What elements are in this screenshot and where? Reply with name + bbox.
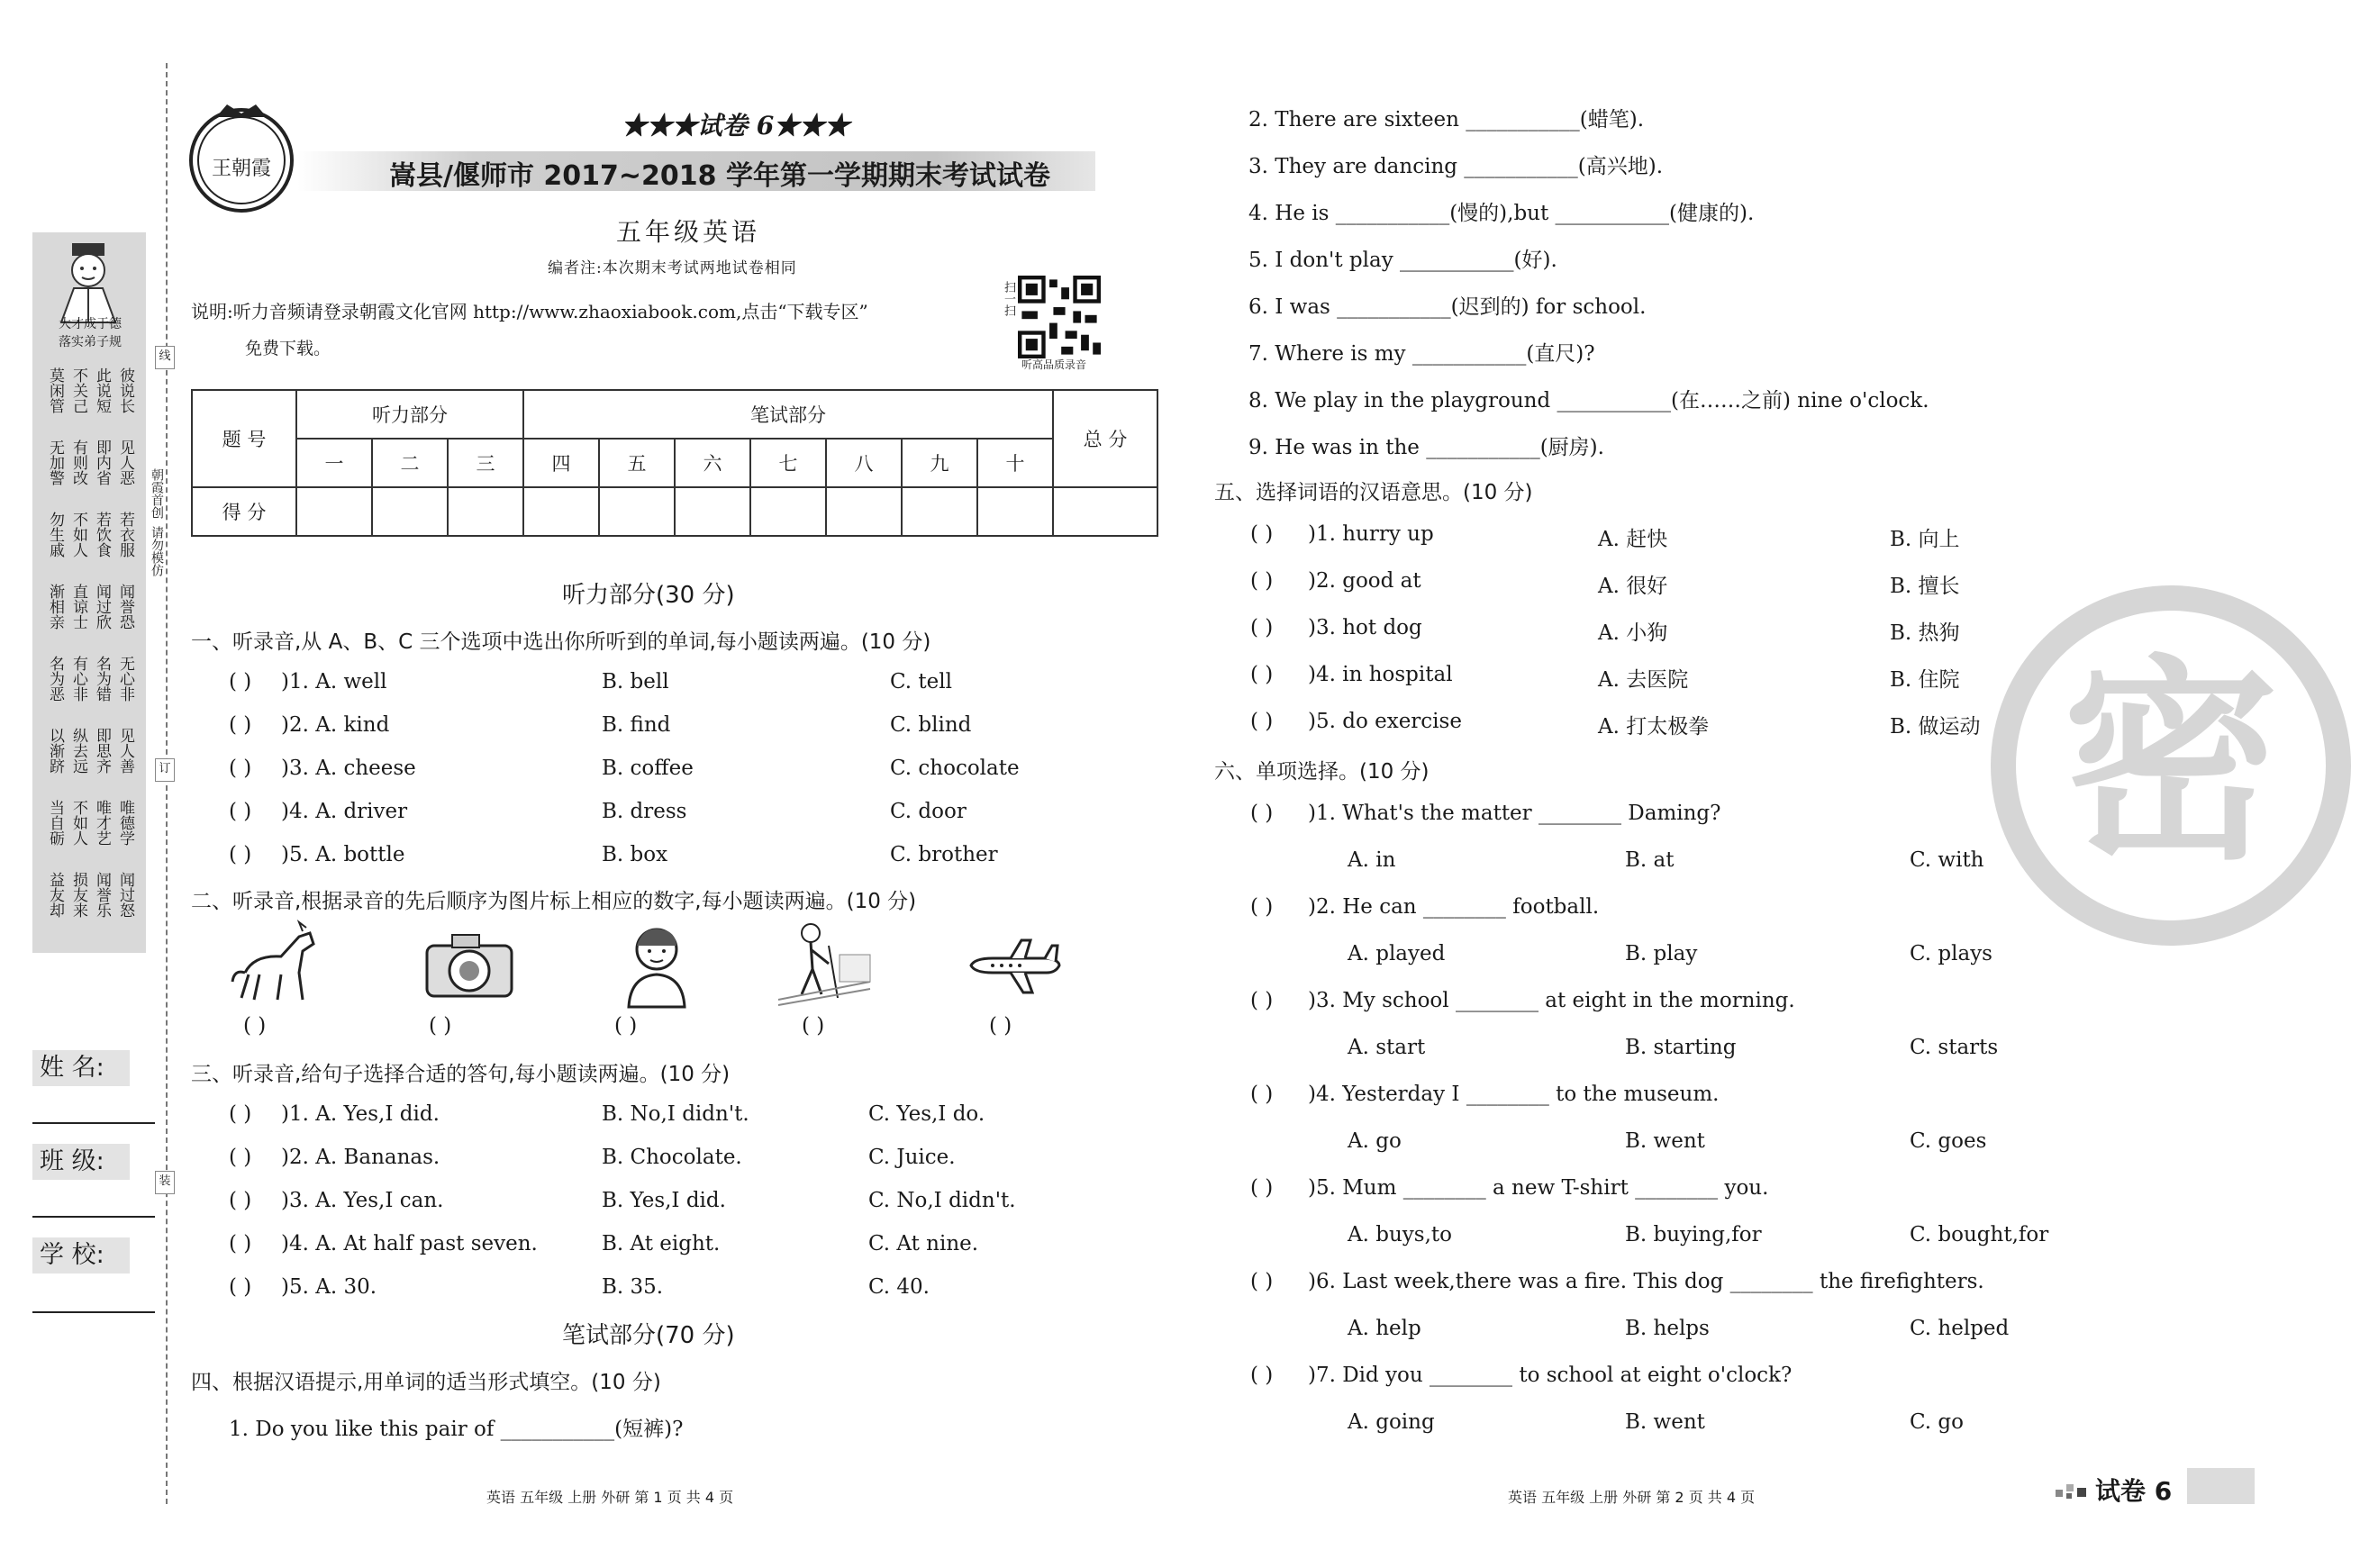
motto-col: 不如人: [69, 512, 87, 557]
motto-col: 勿生戚: [46, 512, 64, 557]
question-option: A. 很好: [1598, 575, 1668, 598]
motto-col: 若衣服: [116, 512, 134, 557]
subject-title: 五年级英语: [616, 217, 761, 247]
question-option: B. coffee: [602, 757, 694, 780]
motto-col: 无心非: [116, 656, 134, 702]
picture-answer-blank[interactable]: ( ): [243, 1014, 267, 1038]
motto-group: [47, 800, 137, 861]
question-stem: )1. What's the matter ________ Daming?: [1308, 802, 1721, 825]
name-field[interactable]: [32, 1122, 155, 1124]
class-field[interactable]: [32, 1216, 155, 1218]
question-option: B. went: [1625, 1410, 1705, 1434]
listening-heading: 听力部分(30 分): [562, 582, 735, 609]
question-option: B. 35.: [602, 1275, 664, 1299]
corner-decoration-icon: [2056, 1477, 2092, 1499]
question-option: A. 小狗: [1598, 621, 1668, 645]
score-cell[interactable]: [902, 487, 977, 536]
logo-text: 王朝霞: [211, 158, 272, 180]
question-option: B. 向上: [1890, 528, 1960, 551]
table-header-cell: 题 号: [192, 390, 296, 487]
question-option: )5. A. 30.: [281, 1275, 377, 1299]
table-header-cell: 听力部分: [296, 390, 523, 439]
answer-blank[interactable]: ( ): [1250, 710, 1274, 733]
motto-col: 益友却: [46, 872, 64, 918]
fill-in-question[interactable]: 5. I don't play ___________(好).: [1248, 249, 1557, 272]
question-option: B. 做运动: [1890, 715, 1981, 739]
question-option: A. 打太极拳: [1598, 715, 1710, 739]
motto-col: 渐相亲: [46, 584, 64, 630]
motto-group: [47, 584, 137, 645]
motto-col: 见人恶: [116, 440, 134, 485]
score-cell[interactable]: [448, 487, 523, 536]
question-option: C. chocolate: [890, 757, 1020, 780]
table-header-cell: 笔试部分: [523, 390, 1053, 439]
answer-blank[interactable]: ( ): [1250, 1270, 1274, 1293]
picture-answer-blank[interactable]: ( ): [614, 1014, 638, 1038]
question-option: C. plays: [1910, 942, 1992, 965]
question-option: C. with: [1910, 848, 1984, 872]
fill-in-question[interactable]: 8. We play in the playground ___________(在……之前) nine o'clock.: [1248, 389, 1929, 412]
table-number-cell: 八: [826, 439, 902, 487]
horse-icon: [227, 919, 326, 1009]
fill-in-question[interactable]: 9. He was in the ___________(厨房).: [1248, 436, 1604, 459]
question-option: B. 住院: [1890, 668, 1960, 692]
question-option: C. door: [890, 800, 967, 823]
answer-blank[interactable]: ( ): [1250, 616, 1274, 639]
score-cell[interactable]: [523, 487, 599, 536]
question-option: A. played: [1348, 942, 1446, 965]
picture-answer-blank[interactable]: ( ): [429, 1014, 452, 1038]
school-field[interactable]: [32, 1311, 155, 1313]
question-option: C. bought,for: [1910, 1223, 2049, 1246]
motto-col: 有则改: [69, 440, 87, 485]
page-footer: 英语 五年级 上册 外研 第 1 页 共 4 页: [486, 1489, 734, 1506]
motto-col: 即思齐: [93, 728, 111, 774]
camera-icon: [420, 919, 519, 1009]
score-cell[interactable]: [675, 487, 750, 536]
corner-exam-label: 试卷 6: [2095, 1476, 2173, 1506]
question-option: )1. A. well: [281, 670, 387, 693]
fill-in-question[interactable]: 4. He is ___________(慢的),but ___________(健康的).: [1248, 202, 1755, 225]
table-header-cell: 总 分: [1053, 390, 1157, 487]
motto-col: 不关己: [69, 367, 87, 413]
answer-blank[interactable]: ( ): [229, 800, 252, 823]
section-title: 四、根据汉语提示,用单词的适当形式填空。(10 分): [191, 1371, 661, 1394]
table-number-cell: 十: [977, 439, 1053, 487]
motto-col: 纵去远: [69, 728, 87, 774]
vertical-note: 朝霞首创: [150, 468, 164, 519]
instruction-line: 说明:听力音频请登录朝霞文化官网 http://www.zhaoxiabook.com,点击“下载专区”: [191, 301, 868, 322]
section-title: 六、单项选择。(10 分): [1214, 760, 1430, 784]
fill-in-question[interactable]: 3. They are dancing ___________(高兴地).: [1248, 155, 1664, 178]
score-cell[interactable]: [296, 487, 372, 536]
question-option: B. find: [602, 713, 671, 737]
binding-seal-mark: 线: [155, 346, 175, 369]
boy-sweeping-icon: [775, 919, 874, 1009]
answer-blank[interactable]: ( ): [229, 1275, 252, 1299]
motto-col: 不如人: [69, 800, 87, 846]
question-option: B. went: [1625, 1129, 1705, 1153]
motto-col: 唯德学: [116, 800, 134, 846]
question-option: C. starts: [1910, 1036, 1999, 1059]
question-option: B. at: [1625, 848, 1675, 872]
motto-col: 闻过欣: [93, 584, 111, 630]
question-stem: )5. Mum ________ a new T-shirt ________ you.: [1308, 1176, 1769, 1200]
question-option: B. Chocolate.: [602, 1146, 742, 1169]
answer-blank[interactable]: ( ): [1250, 1364, 1274, 1387]
answer-blank[interactable]: ( ): [1250, 522, 1274, 546]
question-stem: )6. Last week,there was a fire. This dog ________ the firefighters.: [1308, 1270, 1984, 1293]
motto-col: 莫闲管: [46, 367, 64, 413]
motto-group: [47, 440, 137, 501]
exam-title: 嵩县/偃师市 2017~2018 学年第一学期期末考试试卷: [389, 160, 1050, 192]
question-stem: )7. Did you ________ to school at eight o'clock?: [1308, 1364, 1793, 1387]
question-stem: )3. My school ________ at eight in the morning.: [1308, 989, 1795, 1012]
answer-blank[interactable]: ( ): [1250, 895, 1274, 919]
binding-seal-mark: 装: [155, 1171, 175, 1194]
question-option: C. No,I didn't.: [868, 1189, 1016, 1212]
question-stem: )4. Yesterday I ________ to the museum.: [1308, 1083, 1720, 1106]
motto-col: 名为错: [93, 656, 111, 702]
fill-in-question[interactable]: 2. There are sixteen ___________(蜡笔).: [1248, 108, 1645, 131]
motto-heading: [36, 315, 144, 351]
motto-group: [47, 728, 137, 789]
question-option: C. Yes,I do.: [868, 1102, 985, 1126]
answer-blank[interactable]: ( ): [1250, 569, 1274, 593]
score-table: [191, 389, 1158, 537]
fill-in-question[interactable]: 7. Where is my ___________(直尺)?: [1248, 342, 1595, 366]
question-option: B. helps: [1625, 1317, 1710, 1340]
motto-col: 闻誉恐: [116, 584, 134, 630]
question-option: C. 40.: [868, 1275, 930, 1299]
question-stem: )2. He can ________ football.: [1308, 895, 1600, 919]
question-option: C. Juice.: [868, 1146, 956, 1169]
question-option: A. 去医院: [1598, 668, 1689, 692]
question-option: A. 赶快: [1598, 528, 1668, 551]
question-option: )2. A. kind: [281, 713, 390, 737]
table-number-cell: 一: [296, 439, 372, 487]
table-number-cell: 九: [902, 439, 977, 487]
question-option: A. go: [1348, 1129, 1402, 1153]
editor-note: 编者注:本次期末考试两地试卷相同: [548, 259, 797, 277]
question-option: B. starting: [1625, 1036, 1737, 1059]
question-option: C. At nine.: [868, 1232, 979, 1255]
answer-blank[interactable]: ( ): [229, 1102, 252, 1126]
instruction-line: 免费下载。: [245, 339, 331, 358]
written-heading: 笔试部分(70 分): [562, 1322, 735, 1349]
question-option: A. in: [1348, 848, 1396, 872]
watermark-text: 密: [2062, 637, 2280, 889]
table-number-cell: 七: [750, 439, 826, 487]
score-cell[interactable]: [1053, 487, 1157, 536]
motto-col: 唯才艺: [93, 800, 111, 846]
motto-col: 名为恶: [46, 656, 64, 702]
score-cell[interactable]: [372, 487, 448, 536]
question-option: C. go: [1910, 1410, 1964, 1434]
motto-col: 当自砺: [46, 800, 64, 846]
answer-blank[interactable]: ( ): [229, 843, 252, 866]
section-title: 三、听录音,给句子选择合适的答句,每小题读两遍。(10 分): [191, 1063, 731, 1086]
section-title: 一、听录音,从 A、B、C 三个选项中选出你所听到的单词,每小题读两遍。(10 分): [191, 630, 931, 654]
question-option: )3. A. cheese: [281, 757, 416, 780]
table-number-cell: 二: [372, 439, 448, 487]
class-label: 班 级:: [32, 1144, 130, 1180]
answer-blank[interactable]: ( ): [1250, 989, 1274, 1012]
zhaoxia-logo-icon: [180, 97, 303, 220]
confidential-watermark-icon: [1982, 576, 2360, 955]
fill-in-question[interactable]: 1. Do you like this pair of ___________(短裤)?: [229, 1418, 684, 1441]
motto-col: 见人善: [116, 728, 134, 774]
answer-blank[interactable]: ( ): [229, 1189, 252, 1212]
answer-blank[interactable]: ( ): [1250, 1083, 1274, 1106]
question-option: )4. A. driver: [281, 800, 408, 823]
question-option: )4. A. At half past seven.: [281, 1232, 538, 1255]
question-option: B. box: [602, 843, 668, 866]
answer-blank[interactable]: ( ): [229, 757, 252, 780]
motto-group: [47, 367, 137, 429]
motto-grid: [47, 367, 137, 944]
question-option: B. 擅长: [1890, 575, 1960, 598]
motto-col: 无加警: [46, 440, 64, 485]
corner-bar: [2187, 1468, 2255, 1504]
plane-icon: [966, 919, 1065, 1009]
question-option: C. helped: [1910, 1317, 2010, 1340]
motto-col: 彼说长: [116, 367, 134, 413]
question-item: )2. good at: [1308, 569, 1421, 593]
question-option: B. 热狗: [1890, 621, 1960, 645]
question-option: C. goes: [1910, 1129, 1987, 1153]
question-option: B. play: [1625, 942, 1698, 965]
fill-in-question[interactable]: 6. I was ___________(迟到的) for school.: [1248, 295, 1647, 319]
answer-blank[interactable]: ( ): [229, 713, 252, 737]
picture-answer-blank[interactable]: ( ): [802, 1014, 825, 1038]
qr-code-icon[interactable]: [1018, 276, 1101, 358]
score-cell[interactable]: [977, 487, 1053, 536]
boy-icon: [607, 919, 706, 1009]
table-number-cell: 三: [448, 439, 523, 487]
question-option: )3. A. Yes,I can.: [281, 1189, 444, 1212]
table-number-cell: 六: [675, 439, 750, 487]
question-option: A. going: [1348, 1410, 1435, 1434]
question-item: )1. hurry up: [1308, 522, 1434, 546]
section-title: 五、选择词语的汉语意思。(10 分): [1214, 481, 1533, 504]
score-cell[interactable]: [750, 487, 826, 536]
score-cell[interactable]: [826, 487, 902, 536]
table-number-cell: 五: [599, 439, 675, 487]
picture-answer-blank[interactable]: ( ): [989, 1014, 1012, 1038]
answer-blank[interactable]: ( ): [1250, 1176, 1274, 1200]
section-title: 二、听录音,根据录音的先后顺序为图片标上相应的数字,每小题读两遍。(10 分): [191, 890, 917, 913]
question-option: B. dress: [602, 800, 687, 823]
motto-group: [47, 872, 137, 933]
motto-col: 闻誉乐: [93, 872, 111, 918]
question-item: )3. hot dog: [1308, 616, 1422, 639]
question-option: )2. A. Bananas.: [281, 1146, 440, 1169]
page-footer: 英语 五年级 上册 外研 第 2 页 共 4 页: [1508, 1489, 1756, 1506]
question-option: B. bell: [602, 670, 669, 693]
name-label: 姓 名:: [32, 1050, 130, 1086]
answer-blank[interactable]: ( ): [229, 1146, 252, 1169]
motto-col: 损友来: [69, 872, 87, 918]
motto-heading-line: 落实弟子规: [59, 335, 122, 349]
question-option: C. tell: [890, 670, 952, 693]
school-label: 学 校:: [32, 1237, 130, 1273]
question-option: B. Yes,I did.: [602, 1189, 726, 1212]
question-item: )4. in hospital: [1308, 663, 1453, 686]
question-option: A. buys,to: [1348, 1223, 1452, 1246]
answer-blank[interactable]: ( ): [229, 1232, 252, 1255]
motto-col: 有心非: [69, 656, 87, 702]
binding-dashed-line: [166, 63, 168, 1504]
motto-col: 以渐跻: [46, 728, 64, 774]
exam-number: ★★★试卷 6★★★: [622, 111, 850, 140]
table-number-cell: 四: [523, 439, 599, 487]
question-item: )5. do exercise: [1308, 710, 1462, 733]
answer-blank[interactable]: ( ): [229, 670, 252, 693]
question-option: )5. A. bottle: [281, 843, 405, 866]
qr-caption: 听高品质录音: [1021, 358, 1087, 371]
motto-group: [47, 656, 137, 717]
answer-blank[interactable]: ( ): [1250, 663, 1274, 686]
question-option: B. No,I didn't.: [602, 1102, 749, 1126]
table-header-cell: 得 分: [192, 487, 296, 536]
question-option: C. blind: [890, 713, 972, 737]
motto-col: 此说短: [93, 367, 111, 413]
vertical-note: 请勿模仿: [150, 526, 164, 576]
motto-col: 若饮食: [93, 512, 111, 557]
binding-seal-mark: 订: [155, 758, 175, 782]
score-cell[interactable]: [599, 487, 675, 536]
motto-col: 直谅士: [69, 584, 87, 630]
question-option: B. At eight.: [602, 1232, 721, 1255]
question-option: A. start: [1348, 1036, 1426, 1059]
question-option: A. help: [1348, 1317, 1421, 1340]
motto-heading-line: 大才成于德: [59, 317, 122, 331]
motto-col: 即内省: [93, 440, 111, 485]
qr-scan-hint: 扫一扫: [1002, 281, 1015, 316]
question-option: )1. A. Yes,I did.: [281, 1102, 440, 1126]
question-option: C. brother: [890, 843, 998, 866]
motto-col: 闻过怒: [116, 872, 134, 918]
vertical-notes: [150, 468, 164, 584]
question-option: B. buying,for: [1625, 1223, 1762, 1246]
motto-group: [47, 512, 137, 573]
answer-blank[interactable]: ( ): [1250, 802, 1274, 825]
